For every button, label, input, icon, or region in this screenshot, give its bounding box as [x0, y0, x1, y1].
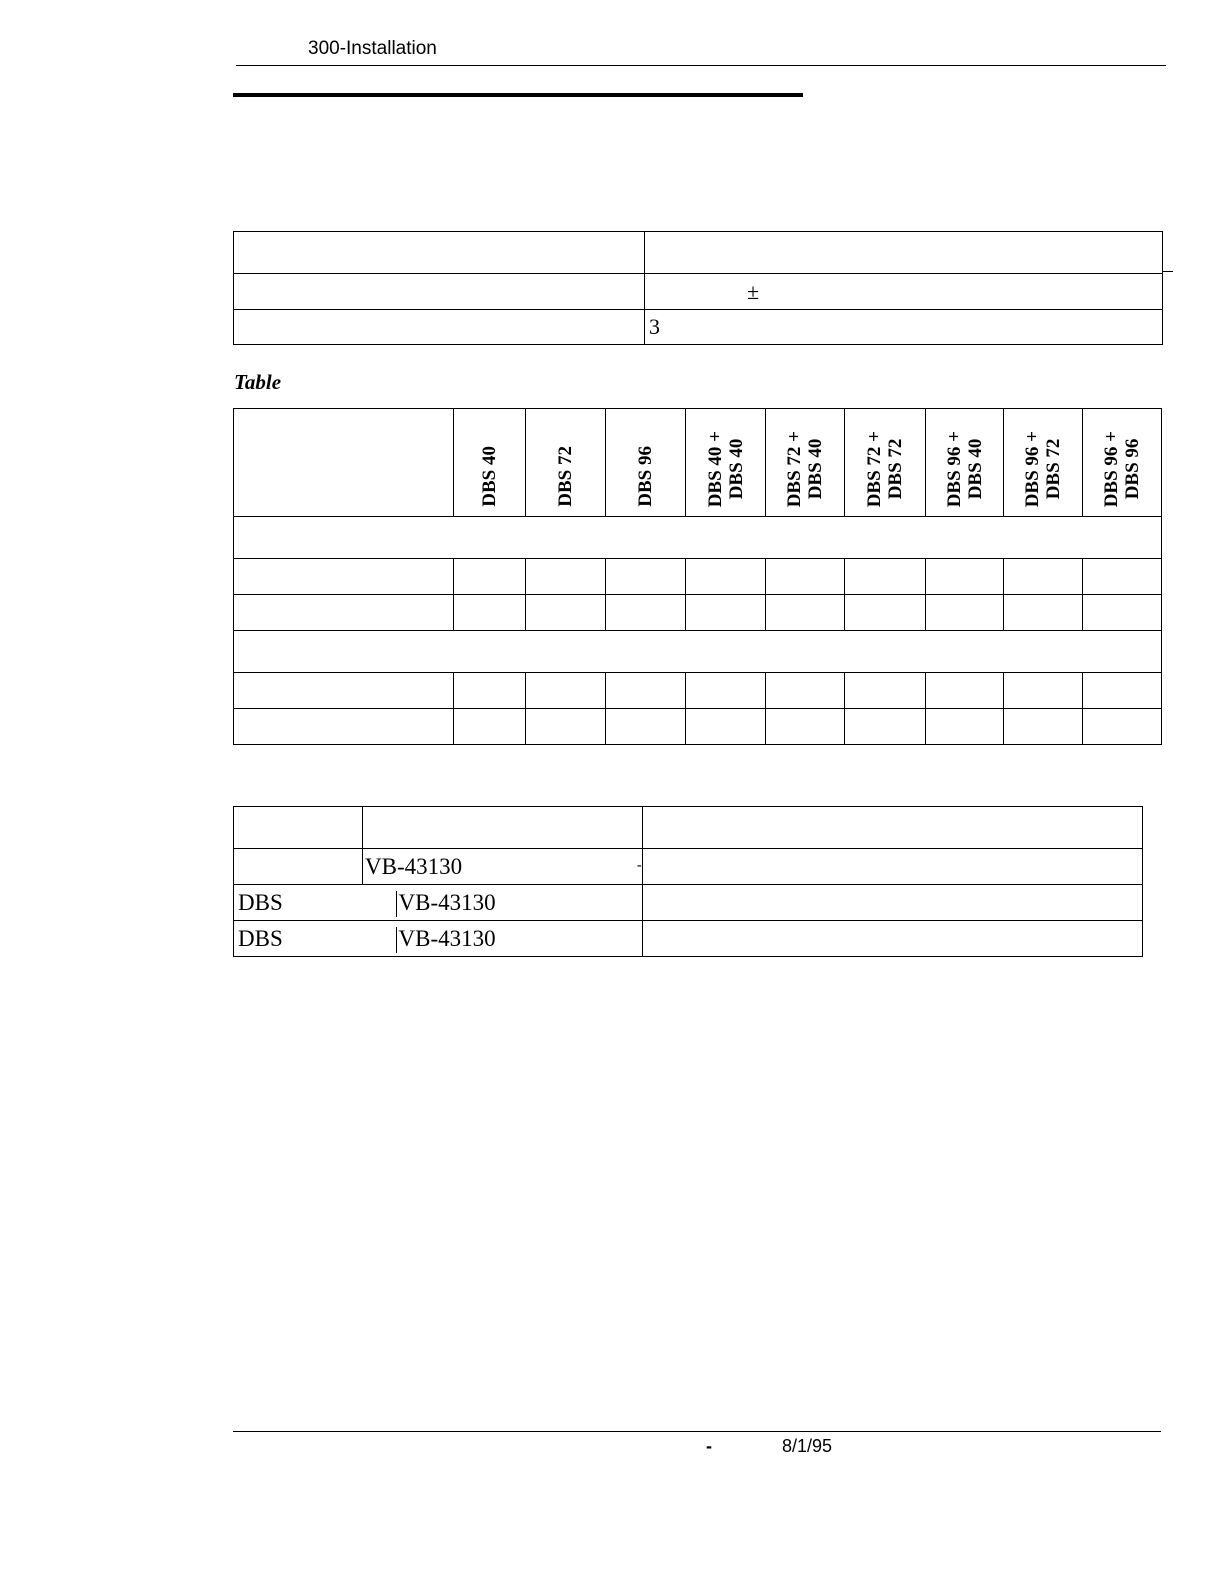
model-label: DBS	[238, 889, 283, 915]
table-cell	[926, 595, 1004, 631]
column-header	[926, 409, 1004, 517]
table-cell	[526, 559, 606, 595]
table-cell	[234, 559, 454, 595]
table-row	[234, 807, 1143, 849]
table-cell	[1004, 595, 1083, 631]
table-cell	[686, 673, 766, 709]
table-cell	[234, 595, 454, 631]
table-cell	[234, 232, 645, 274]
table-cell	[454, 709, 526, 745]
section-cell	[234, 631, 1162, 673]
table-cell	[926, 673, 1004, 709]
table-cell	[234, 921, 363, 957]
plus-minus-symbol: ±	[747, 278, 760, 304]
table-cell	[686, 709, 766, 745]
column-header	[686, 409, 766, 517]
table-cell	[454, 559, 526, 595]
column-header	[1004, 409, 1083, 517]
table-cell	[454, 595, 526, 631]
column-header-label: DBS 72 + DBS 72	[864, 430, 906, 507]
column-header	[845, 409, 926, 517]
column-header-label: DBS 72	[555, 446, 576, 507]
table-cell	[686, 559, 766, 595]
table-cell	[234, 409, 454, 517]
table-cell	[766, 559, 845, 595]
table-cell	[845, 559, 926, 595]
table-cell	[234, 849, 363, 885]
part-number: VB-43130	[398, 925, 496, 951]
table-row	[234, 595, 1162, 631]
table-edge-tick	[1163, 271, 1173, 272]
cell-value: 3	[649, 314, 660, 339]
table-cell	[686, 595, 766, 631]
table-row	[234, 885, 1143, 921]
mark-dash: -	[637, 858, 642, 873]
column-header-label: DBS 72 + DBS 40	[784, 430, 826, 507]
page-header-title: 300-Installation	[308, 38, 437, 59]
section-row	[234, 631, 1162, 673]
table-cell	[234, 673, 454, 709]
header-rule	[236, 65, 1166, 66]
table-cell	[606, 673, 686, 709]
spec-table	[233, 231, 1163, 345]
table-cell	[363, 921, 643, 957]
table-cell	[845, 709, 926, 745]
table-cell	[234, 709, 454, 745]
table-row	[234, 849, 1143, 885]
model-label: DBS	[238, 925, 283, 951]
table-header-row	[234, 409, 1162, 517]
table-cell	[526, 709, 606, 745]
section-row	[234, 517, 1162, 559]
table-cell	[643, 807, 1143, 849]
column-header-label: DBS 96 + DBS 96	[1101, 430, 1143, 507]
compatibility-table	[233, 408, 1162, 745]
table-cell	[234, 274, 645, 310]
footer-dash: -	[706, 1436, 712, 1456]
table-caption: Table	[234, 370, 282, 394]
table-cell	[363, 885, 643, 921]
table-cell	[1004, 559, 1083, 595]
column-header	[454, 409, 526, 517]
column-header	[766, 409, 845, 517]
table-cell	[643, 921, 1143, 957]
table-cell	[845, 673, 926, 709]
table-cell	[526, 673, 606, 709]
table-cell	[1083, 709, 1162, 745]
column-header	[606, 409, 686, 517]
column-header-label: DBS 96 + DBS 40	[943, 430, 986, 507]
table-cell	[1083, 559, 1162, 595]
table-cell	[1004, 709, 1083, 745]
part-number-table	[233, 806, 1143, 957]
table-cell	[1004, 673, 1083, 709]
column-header	[526, 409, 606, 517]
table-cell	[454, 673, 526, 709]
table-cell	[606, 709, 686, 745]
table-cell	[363, 849, 643, 885]
table-row	[234, 673, 1162, 709]
table-cell	[234, 807, 363, 849]
table-cell	[845, 595, 926, 631]
table-cell	[526, 595, 606, 631]
table-row	[234, 274, 1163, 310]
cell-divider-mark	[396, 927, 397, 953]
table-row	[234, 559, 1162, 595]
table-cell	[643, 885, 1143, 921]
column-header-label: DBS 96	[635, 446, 656, 507]
part-number: VB-43130	[365, 853, 463, 879]
column-header-label: DBS 40 + DBS 40	[704, 430, 747, 507]
section-cell	[234, 517, 1162, 559]
table-cell	[766, 709, 845, 745]
table-row	[234, 709, 1162, 745]
column-header-label: DBS 96 + DBS 72	[1022, 430, 1064, 507]
table-cell	[363, 807, 643, 849]
cell-divider-mark	[396, 891, 397, 917]
table-row	[234, 310, 1163, 345]
table-cell	[606, 595, 686, 631]
section-bar	[233, 93, 803, 97]
table-cell	[1083, 673, 1162, 709]
table-cell	[766, 595, 845, 631]
table-cell	[234, 885, 363, 921]
column-header-label: DBS 40	[479, 446, 500, 507]
table-cell	[926, 709, 1004, 745]
footer-rule	[233, 1431, 1161, 1432]
table-cell	[645, 274, 1163, 310]
table-cell	[645, 232, 1163, 274]
table-cell	[637, 849, 1143, 885]
table-cell	[1083, 595, 1162, 631]
table-cell	[766, 673, 845, 709]
table-cell	[645, 310, 1163, 345]
footer-date: 8/1/95	[782, 1436, 833, 1456]
column-header	[1083, 409, 1162, 517]
part-number: VB-43130	[398, 889, 496, 915]
table-cell	[926, 559, 1004, 595]
table-row	[234, 232, 1163, 274]
table-row	[234, 921, 1143, 957]
table-cell	[234, 310, 645, 345]
table-cell	[606, 559, 686, 595]
